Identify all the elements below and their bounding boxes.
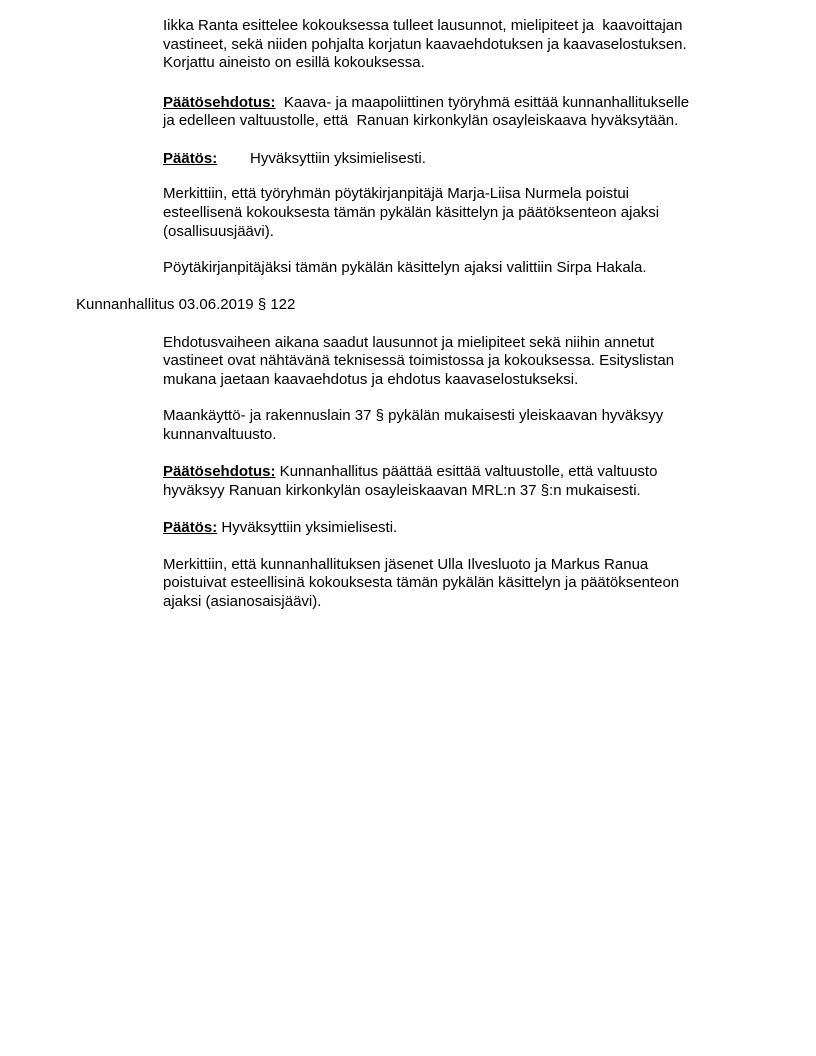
proposal-label: Päätösehdotus: [163, 463, 276, 480]
decision-line [163, 519, 397, 537]
paragraph-line: Korjattu aineisto on esillä kokouksessa. [163, 54, 425, 71]
decision-text: Hyväksyttiin yksimielisesti. [250, 150, 426, 167]
paragraph-line: mukana jaetaan kaavaehdotus ja ehdotus kaavaselostukseksi. [163, 371, 579, 388]
proposal-line [163, 94, 689, 112]
decision-line [163, 150, 426, 168]
paragraph-line: ajaksi (asianosaisjäävi). [163, 593, 322, 610]
paragraph-line: esteellisenä kokouksesta tämän pykälän käsittelyn ja päätöksenteon ajaksi [163, 204, 660, 221]
paragraph-line: vastineet, sekä niiden pohjalta korjatun kaavaehdotuksen ja kaavaselostuksen. [163, 36, 687, 53]
proposal-line: hyväksyy Ranuan kirkonkylän osayleiskaavan MRL:n 37 §:n mukaisesti. [163, 482, 641, 499]
paragraph-line: poistuivat esteellisinä kokouksesta tämän pykälän käsittelyn ja päätöksenteon [163, 574, 680, 591]
proposal-line [163, 463, 657, 481]
proposal-label: Päätösehdotus: [163, 94, 276, 111]
paragraph-line: vastineet ovat nähtävänä teknisessä toimistossa ja kokouksessa. Esityslistan [163, 352, 675, 369]
paragraph-line: (osallisuusjäävi). [163, 223, 274, 240]
proposal-text: Kaava- ja maapoliittinen työryhmä esittää kunnanhallitukselle [275, 94, 690, 111]
decision-label: Päätös: [163, 150, 218, 167]
decision-text: Hyväksyttiin yksimielisesti. [217, 519, 398, 536]
paragraph-line: Iikka Ranta esittelee kokouksessa tulleet lausunnot, mielipiteet ja kaavoittajan [163, 17, 683, 34]
paragraph-line: Merkittiin, että kunnanhallituksen jäsenet Ulla Ilvesluoto ja Markus Ranua [163, 556, 649, 573]
paragraph-line: Merkittiin, että työryhmän pöytäkirjanpitäjä Marja-Liisa Nurmela poistui [163, 185, 630, 202]
paragraph-line: kunnanvaltuusto. [163, 426, 277, 443]
paragraph-line: Pöytäkirjanpitäjäksi tämän pykälän käsittelyn ajaksi valittiin Sirpa Hakala. [163, 259, 647, 276]
section-heading: Kunnanhallitus 03.06.2019 § 122 [76, 296, 296, 313]
decision-label: Päätös: [163, 519, 218, 536]
proposal-line: ja edelleen valtuustolle, että Ranuan kirkonkylän osayleiskaava hyväksytään. [163, 112, 679, 129]
paragraph-line: Ehdotusvaiheen aikana saadut lausunnot ja mielipiteet sekä niihin annetut [163, 334, 655, 351]
proposal-text: Kunnanhallitus päättää esittää valtuustolle, että valtuusto [275, 463, 658, 480]
paragraph-line: Maankäyttö- ja rakennuslain 37 § pykälän mukaisesti yleiskaavan hyväksyy [163, 407, 664, 424]
